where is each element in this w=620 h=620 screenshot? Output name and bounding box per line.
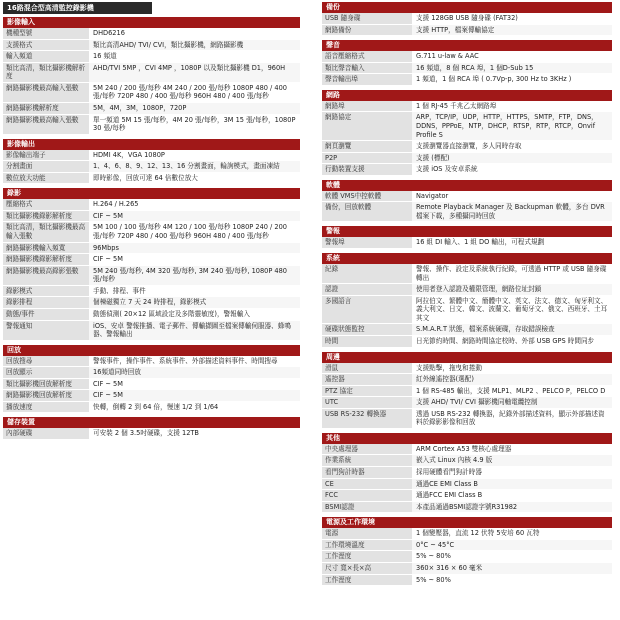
spec-value: 360× 316 × 60 毫米 — [412, 563, 612, 574]
spec-label: 網路攝影機錄影解析度 — [3, 254, 89, 265]
section-heading: 軟體 — [322, 180, 612, 191]
spec-label: 影像輸出端子 — [3, 150, 89, 161]
spec-row — [322, 479, 612, 491]
section-heading: 周邊 — [322, 352, 612, 363]
spec-value: S.M.A.R.T 狀態，檔案系統硬碟，存取錯誤檢查 — [412, 324, 612, 335]
spec-value: 16 頻道，8 個 RCA 埠，1 個D-Sub 15 — [412, 63, 612, 74]
spec-label: 時間 — [322, 336, 412, 347]
spec-label: 網路攝影機最高輸入張數 — [3, 115, 89, 134]
spec-value: Navigator — [412, 191, 612, 202]
spec-value: Remote Playback Manager 及 Backupman 軟體，多台 DVR 檔案下載，多種攝同時回放 — [412, 202, 612, 221]
spec-label: 類比高清，類比攝影機解析度 — [3, 63, 89, 82]
spec-row — [322, 13, 612, 25]
spec-row — [322, 324, 612, 336]
spec-label: 輸入頻道 — [3, 51, 89, 62]
spec-row — [322, 563, 612, 575]
spec-value: CIF ~ 5M — [89, 254, 300, 265]
spec-value: 5M 100 / 100 張/每秒 4M 120 / 100 張/每秒 1080P 240 / 200 張/每秒 720P 480 / 400 張/每秒 960H 480 / 400 張/每秒 — [89, 222, 300, 241]
spec-value: H.264 / H.265 — [89, 199, 300, 210]
spec-label: 錄影模式 — [3, 286, 89, 297]
spec-row — [322, 502, 612, 514]
spec-value: 透過 USB RS-232 轉換器，紀錄外部描述資料，顯示外部描述資料於錄影影像和回放 — [412, 409, 612, 428]
spec-value: 紅外線遙控器(選配) — [412, 374, 612, 385]
spec-section — [3, 17, 300, 135]
section-heading: 回放 — [3, 345, 300, 356]
spec-label: 動態/事件 — [3, 309, 89, 320]
spec-row — [322, 141, 612, 153]
spec-label: 滑鼠 — [322, 363, 412, 374]
spec-section — [322, 253, 612, 348]
spec-label: 網路攝影機回放解析度 — [3, 390, 89, 401]
spec-label: 網頁瀏覽 — [322, 141, 412, 152]
spec-label: FCC — [322, 490, 412, 501]
spec-value: DHD6216 — [89, 28, 300, 39]
spec-label: 工作環境溫度 — [322, 540, 412, 551]
spec-label: 類比高清，類比攝影機最高輸入張數 — [3, 222, 89, 241]
spec-label: 網路埠 — [322, 101, 412, 112]
spec-value: 1、4、6、8、9、12、13、16 分割畫面，輪詢模式，畫面凍結 — [89, 161, 300, 172]
spec-value: 通過FCC EMI Class B — [412, 490, 612, 501]
spec-label: 內部硬碟 — [3, 428, 89, 439]
spec-value: 本產品通過BSMI認證字號R31982 — [412, 502, 612, 513]
spec-value: 16 組 DI 輸入、1 組 DO 輸出，可程式規劃 — [412, 237, 612, 248]
section-heading: 聲音 — [322, 40, 612, 51]
spec-value: 使用者登入認證及權限管理，網路位址封鎖 — [412, 284, 612, 295]
spec-value: 支援 HTTP，檔案傳輸協定 — [412, 25, 612, 36]
spec-row — [322, 540, 612, 552]
spec-label: CE — [322, 479, 412, 490]
spec-row — [3, 173, 300, 185]
spec-label: 工作溼度 — [322, 575, 412, 586]
spec-row — [322, 101, 612, 113]
spec-label: 硬碟狀態監控 — [322, 324, 412, 335]
spec-value: 1 個 RS-485 輸出，支援 MLP1、MLP2 、PELCO P，PELCO D — [412, 386, 612, 397]
spec-section — [322, 517, 612, 586]
spec-label: 播放速度 — [3, 402, 89, 413]
spec-label: 網路備份 — [322, 25, 412, 36]
spec-row — [3, 321, 300, 341]
spec-label: P2P — [322, 153, 412, 164]
spec-row — [322, 551, 612, 563]
spec-value: 警報、操作、設定及系統執行紀錄，可透過 HTTP 或 USB 隨身碟轉出 — [412, 264, 612, 283]
spec-row — [3, 266, 300, 286]
spec-section — [3, 139, 300, 185]
spec-label: 備份，回放軟體 — [322, 202, 412, 221]
spec-section — [322, 2, 612, 36]
spec-label: 行動裝置支援 — [322, 164, 412, 175]
spec-value: 5M 240 張/每秒, 4M 320 張/每秒, 3M 240 張/每秒, 1080P 480 張/每秒 — [89, 266, 300, 285]
spec-column-left — [3, 17, 300, 444]
spec-row — [322, 467, 612, 479]
spec-label: 電源 — [322, 528, 412, 539]
spec-section — [322, 180, 612, 223]
section-heading: 儲存裝置 — [3, 417, 300, 428]
spec-label: 網路攝影機解析度 — [3, 103, 89, 114]
spec-row — [3, 150, 300, 162]
spec-row — [322, 455, 612, 467]
spec-value: 支援 128GB USB 隨身碟 (FAT32) — [412, 13, 612, 24]
spec-value: CIF ~ 5M — [89, 390, 300, 401]
spec-label: 機種型號 — [3, 28, 89, 39]
section-heading: 電源及工作環境 — [322, 517, 612, 528]
spec-row — [322, 374, 612, 386]
spec-section — [322, 352, 612, 429]
spec-value: 警報事件，操作事件、系統事件、外部描述資料事件、時間搜尋 — [89, 356, 300, 367]
spec-section — [322, 226, 612, 249]
spec-row — [3, 254, 300, 266]
spec-label: 支援格式 — [3, 40, 89, 51]
spec-label: 作業系統 — [322, 455, 412, 466]
spec-row — [3, 243, 300, 255]
spec-value: 5M 240 / 200 張/每秒 4M 240 / 200 張/每秒 1080P 480 / 400 張/每秒 720P 480 / 400 張/每秒 960H 480 / 400 張/每秒 — [89, 83, 300, 102]
spec-label: 工作溼度 — [322, 551, 412, 562]
spec-value: HDMI 4K，VGA 1080P — [89, 150, 300, 161]
spec-value: CIF ~ 5M — [89, 211, 300, 222]
spec-row — [322, 237, 612, 249]
section-heading: 影像輸入 — [3, 17, 300, 28]
spec-section — [3, 345, 300, 414]
spec-row — [3, 379, 300, 391]
spec-value: 手動、排程、事件 — [89, 286, 300, 297]
spec-row — [322, 264, 612, 284]
section-heading: 錄影 — [3, 188, 300, 199]
spec-value: AHD/TVI 5MP ，CVI 4MP ，1080P 以及類比攝影機 D1，960H — [89, 63, 300, 82]
spec-value: 5% ~ 80% — [412, 575, 612, 586]
spec-value: 支援 iOS 及安卓系統 — [412, 164, 612, 175]
spec-row — [322, 296, 612, 325]
spec-label: 看門狗計時器 — [322, 467, 412, 478]
spec-value: 0°C ~ 45°C — [412, 540, 612, 551]
spec-label: 認證 — [322, 284, 412, 295]
spec-value: 5M，4M，3M，1080P，720P — [89, 103, 300, 114]
spec-label: 錄影排程 — [3, 297, 89, 308]
spec-value: 支援點擊，拖曳和捲動 — [412, 363, 612, 374]
spec-value: ARP，TCP/IP，UDP，HTTP，HTTPS，SMTP，FTP，DNS，DDNS，PPPoE，NTP，DHCP，RTSP，RTP，RTCP，Onvif Profile S — [412, 112, 612, 140]
spec-label: 警報通知 — [3, 321, 89, 340]
section-heading: 系統 — [322, 253, 612, 264]
spec-row — [322, 575, 612, 587]
spec-row — [3, 297, 300, 309]
spec-value: 即時影像，回放可達 64 倍數位放大 — [89, 173, 300, 184]
spec-section — [3, 188, 300, 340]
spec-value: 類比高清AHD/ TVI/ CVI，類比攝影機，網路攝影機 — [89, 40, 300, 51]
spec-value: 支援 (標配) — [412, 153, 612, 164]
spec-label: 紀錄 — [322, 264, 412, 283]
section-heading: 備份 — [322, 2, 612, 13]
spec-value: 16頻道同時回放 — [89, 367, 300, 378]
spec-label: 聲音輸出埠 — [322, 74, 412, 85]
spec-value: 1 頻道，1 個 RCA 埠 ( 0.7Vp-p, 300 Hz to 3KHz ) — [412, 74, 612, 85]
spec-label: 中央處理器 — [322, 444, 412, 455]
spec-row — [3, 222, 300, 242]
spec-row — [3, 103, 300, 115]
spec-label: 遙控器 — [322, 374, 412, 385]
spec-row — [322, 528, 612, 540]
spec-label: 軟體 VMS中控軟體 — [322, 191, 412, 202]
spec-label: 類比攝影機錄影解析度 — [3, 211, 89, 222]
spec-label: 多國語言 — [322, 296, 412, 324]
spec-value: 阿拉伯文、繁體中文、簡體中文、英文、法文、德文、匈牙利文、義大利文、日文、韓文、波蘭文、葡萄牙文、俄文、西班牙、土耳其文 — [412, 296, 612, 324]
spec-row — [3, 309, 300, 321]
spec-value: 16 頻道 — [89, 51, 300, 62]
spec-row — [322, 112, 612, 141]
spec-label: USB RS-232 轉換器 — [322, 409, 412, 428]
spec-value: 嵌入式 Linux 內核 4.9 版 — [412, 455, 612, 466]
spec-row — [3, 199, 300, 211]
spec-label: 尺寸 寬×長×高 — [322, 563, 412, 574]
spec-row — [3, 402, 300, 414]
section-heading: 網路 — [322, 90, 612, 101]
spec-label: 數位放大功能 — [3, 173, 89, 184]
spec-row — [322, 202, 612, 222]
spec-row — [3, 211, 300, 223]
spec-label: USB 隨身碟 — [322, 13, 412, 24]
section-heading: 警報 — [322, 226, 612, 237]
spec-label: 回放搜尋 — [3, 356, 89, 367]
spec-label: PTZ 協定 — [322, 386, 412, 397]
spec-row — [322, 336, 612, 348]
spec-value: 支援 AHD/ TVI/ CVI 攝影機同軸電纜控制 — [412, 397, 612, 408]
spec-value: 支援瀏覽器直接瀏覽，多人同時存取 — [412, 141, 612, 152]
spec-row — [3, 390, 300, 402]
page-title: 16路混合型高清監控錄影機 — [3, 2, 152, 14]
spec-label: 語音壓縮格式 — [322, 51, 412, 62]
spec-label: 類比聲音輸入 — [322, 63, 412, 74]
spec-row — [3, 115, 300, 135]
spec-value: 動態偵測( 20×12 區域設定及多階靈敏度)，警報輸入 — [89, 309, 300, 320]
spec-value: 5% ~ 80% — [412, 551, 612, 562]
spec-label: 網路攝影機最高輸入張數 — [3, 83, 89, 102]
spec-label: UTC — [322, 397, 412, 408]
spec-column-right — [322, 2, 612, 590]
spec-label: 類比攝影機回放解析度 — [3, 379, 89, 390]
spec-row — [3, 63, 300, 83]
spec-row — [322, 74, 612, 86]
spec-row — [3, 367, 300, 379]
spec-value: 通過CE EMI Class B — [412, 479, 612, 490]
spec-value: 單一頻道 5M 15 張/每秒，4M 20 張/每秒，3M 15 張/每秒，1080P 30 張/每秒 — [89, 115, 300, 134]
section-heading: 影像輸出 — [3, 139, 300, 150]
spec-section — [322, 433, 612, 513]
spec-label: 分割畫面 — [3, 161, 89, 172]
spec-label: 警報埠 — [322, 237, 412, 248]
spec-row — [3, 286, 300, 298]
spec-row — [3, 28, 300, 40]
spec-value: 個棟磁獨立 7 天 24 時排程，錄影模式 — [89, 297, 300, 308]
spec-label: 網路協定 — [322, 112, 412, 140]
spec-label: 網路攝影機最高錄影張數 — [3, 266, 89, 285]
spec-row — [322, 409, 612, 429]
spec-value: 快轉，倒轉 2 到 64 倍，慢速 1/2 到 1/64 — [89, 402, 300, 413]
spec-row — [322, 397, 612, 409]
spec-row — [3, 40, 300, 52]
spec-value: CIF ~ 5M — [89, 379, 300, 390]
spec-value: G.711 u-law & AAC — [412, 51, 612, 62]
spec-section — [322, 40, 612, 86]
spec-row — [322, 386, 612, 398]
spec-row — [322, 284, 612, 296]
spec-label: BSMI認證 — [322, 502, 412, 513]
spec-row — [3, 428, 300, 440]
spec-row — [3, 83, 300, 103]
section-heading: 其他 — [322, 433, 612, 444]
spec-row — [3, 161, 300, 173]
spec-row — [322, 444, 612, 456]
spec-value: 日光節約時間、網路時間協定校時、外部 USB GPS 時間同步 — [412, 336, 612, 347]
spec-value: iOS、安卓 警報推播、電子郵件、傳輸擷圖至檔案傳輸伺服器、蜂鳴器、警報輸出 — [89, 321, 300, 340]
spec-row — [3, 356, 300, 368]
spec-row — [322, 153, 612, 165]
spec-section — [322, 90, 612, 176]
spec-section — [3, 417, 300, 440]
spec-row — [3, 51, 300, 63]
spec-row — [322, 490, 612, 502]
spec-value: 1 個 RJ-45 千兆乙太網路埠 — [412, 101, 612, 112]
spec-row — [322, 191, 612, 203]
spec-label: 回放顯示 — [3, 367, 89, 378]
spec-row — [322, 51, 612, 63]
spec-label: 壓縮格式 — [3, 199, 89, 210]
spec-row — [322, 363, 612, 375]
spec-row — [322, 164, 612, 176]
spec-value: 採用硬體看門狗計時器 — [412, 467, 612, 478]
spec-label: 網路攝影機輸入頻寬 — [3, 243, 89, 254]
spec-value: 可安裝 2 個 3.5吋硬碟，支援 12TB — [89, 428, 300, 439]
spec-value: 1 個變壓器，直流 12 伏特 5安培 60 瓦特 — [412, 528, 612, 539]
spec-value: 96Mbps — [89, 243, 300, 254]
spec-row — [322, 63, 612, 75]
spec-value: ARM Cortex A53 雙核心處理器 — [412, 444, 612, 455]
spec-row — [322, 25, 612, 37]
